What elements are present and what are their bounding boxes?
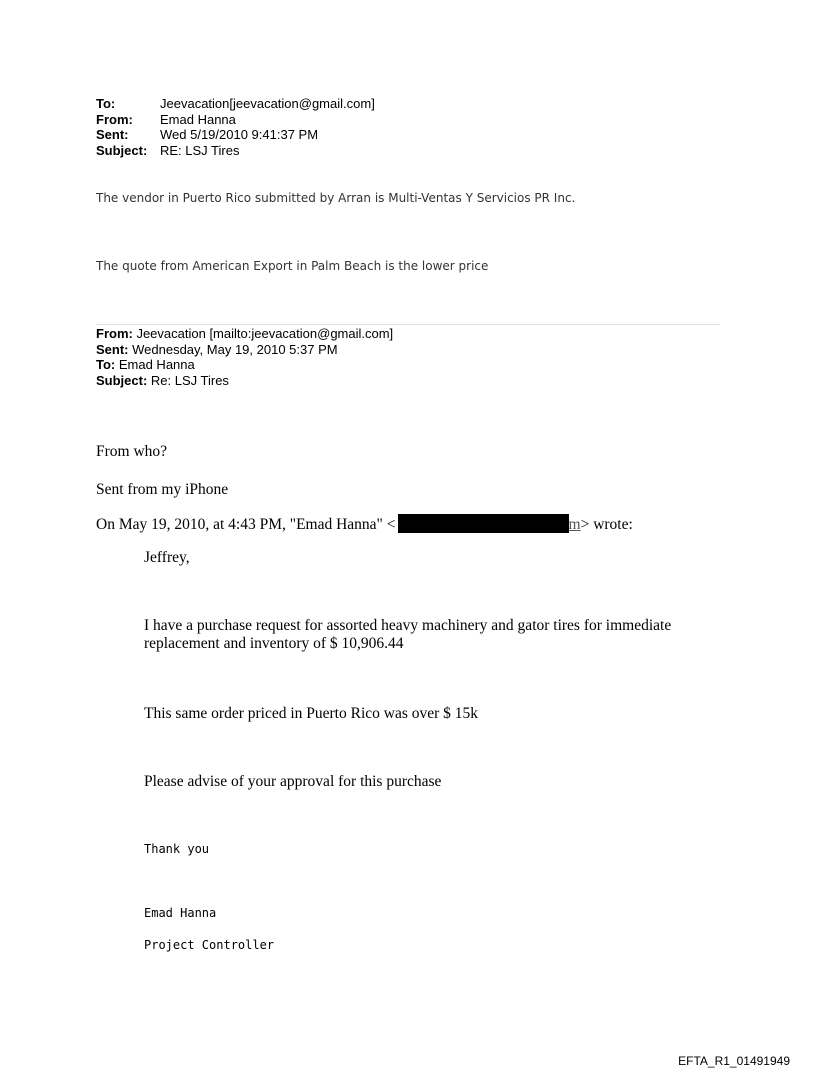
signature-title: Project Controller xyxy=(144,938,275,952)
quoted-from-row xyxy=(96,326,393,342)
document-id: EFTA_R1_01491949 xyxy=(678,1054,790,1068)
quoted-to-value: Emad Hanna xyxy=(115,357,195,372)
thanks-text: Thank you xyxy=(144,842,210,856)
to-value: Jeevacation[jeevacation@gmail.com] xyxy=(160,96,375,111)
header-from-row xyxy=(96,112,375,128)
greeting-text: Jeffrey, xyxy=(144,549,190,566)
quoted-subject-row xyxy=(96,373,393,389)
header-subject-row xyxy=(96,143,375,159)
quoted-from-value: Jeevacation [mailto:jeevacation@gmail.com] xyxy=(132,326,394,341)
quoted-from-label: From: xyxy=(96,326,133,341)
reply-line-vendor: The vendor in Puerto Rico submitted by Arran is Multi-Ventas Y Servicios PR Inc. xyxy=(96,191,576,205)
from-value: Emad Hanna xyxy=(160,111,236,127)
header-sent-row xyxy=(96,127,375,143)
quoted-sent-row xyxy=(96,342,393,358)
quoted-subject-label: Subject: xyxy=(96,372,148,388)
signature-name: Emad Hanna xyxy=(144,906,217,920)
quoted-sent-label: Sent: xyxy=(96,341,129,357)
redacted-email-tail: m xyxy=(568,516,581,533)
quoted-subject-value: Re: LSJ Tires xyxy=(147,372,229,388)
sent-from-iphone-text: Sent from my iPhone xyxy=(96,481,229,498)
quoted-to-row xyxy=(96,357,393,373)
purchase-request-text: I have a purchase request for assorted heavy machinery and gator tires for immediate replacement and inventory of $ 10,906.44 xyxy=(144,617,672,652)
subject-value: RE: LSJ Tires xyxy=(160,142,240,158)
on-date-prefix: On May 19, 2010, at 4:43 PM, "Emad Hanna" < xyxy=(96,516,396,533)
from-label: From: xyxy=(96,111,133,127)
quoted-to-label: To: xyxy=(96,357,116,372)
subject-label: Subject: xyxy=(96,142,148,158)
same-order-text: This same order priced in Puerto Rico was over $ 15k xyxy=(144,705,479,722)
reply-line-quote: The quote from American Export in Palm Beach is the lower price xyxy=(96,259,489,273)
to-label: To: xyxy=(96,96,116,111)
quoted-email-header xyxy=(96,326,393,388)
sent-value: Wed 5/19/2010 9:41:37 PM xyxy=(160,127,319,142)
redaction-box xyxy=(398,514,569,533)
email-header xyxy=(96,96,375,158)
separator-rule xyxy=(96,324,720,325)
from-who-text: From who? xyxy=(96,443,168,460)
on-date-wrote-line xyxy=(96,514,633,534)
quoted-sent-value: Wednesday, May 19, 2010 5:37 PM xyxy=(128,341,338,357)
header-to-row xyxy=(96,96,375,112)
sent-label: Sent: xyxy=(96,127,129,142)
advise-text: Please advise of your approval for this purchase xyxy=(144,773,442,790)
wrote-suffix: > wrote: xyxy=(580,516,633,533)
